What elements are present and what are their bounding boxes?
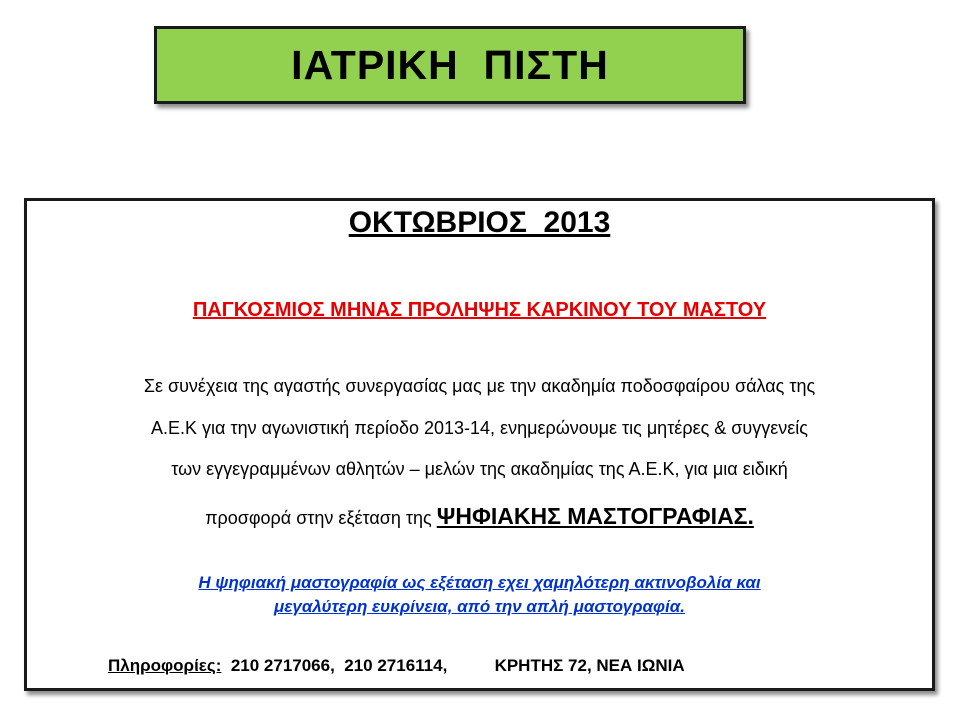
info-phones: 210 2717066, 210 2716114, xyxy=(221,656,448,675)
paragraph-line-offer xyxy=(27,503,932,530)
offer-emphasis: ΨΗΦΙΑΚΗΣ ΜΑΣΤΟΓΡΑΦΙΑΣ. xyxy=(436,503,754,529)
offer-text: προσφορά στην εξέταση της xyxy=(205,508,432,528)
title-banner xyxy=(154,26,746,104)
month-heading: ΟΚΤΩΒΡΙΟΣ 2013 xyxy=(348,206,611,239)
info-address: ΚΡΗΤΗΣ 72, ΝΕΑ ΙΩΝΙΑ xyxy=(494,656,685,675)
campaign-heading: ΠΑΓΚΟΣΜΙΟΣ ΜΗΝΑΣ ΠΡΟΛΗΨΗΣ ΚΑΡΚΙΝΟΥ ΤΟΥ ΜΑΣΤΟΥ xyxy=(192,299,767,321)
note-line: μεγαλύτερη ευκρίνεια, από την απλή μαστογραφία. xyxy=(274,597,685,616)
page-title: ΙΑΤΡΙΚΗ ΠΙΣΤΗ xyxy=(291,41,609,88)
info-label: Πληροφορίες: xyxy=(108,656,222,675)
paragraph-line: Σε συνέχεια της αγαστής συνεργασίας μας με την ακαδημία ποδοσφαίρου σάλας της xyxy=(143,376,816,396)
note-line: Η ψηφιακή μαστογραφία ως εξέταση εχει χαμηλότερη ακτινοβολία και xyxy=(198,573,761,592)
contact-info xyxy=(108,656,685,676)
paragraph-line: Α.Ε.Κ για την αγωνιστική περίοδο 2013-14, ενημερώνουμε τις μητέρες & συγγενείς xyxy=(151,418,808,438)
paragraph-line: των εγγεγραμμένων αθλητών – μελών της ακαδημίας της Α.Ε.Κ, για μια ειδική xyxy=(171,459,788,479)
announcement-box xyxy=(24,198,935,691)
